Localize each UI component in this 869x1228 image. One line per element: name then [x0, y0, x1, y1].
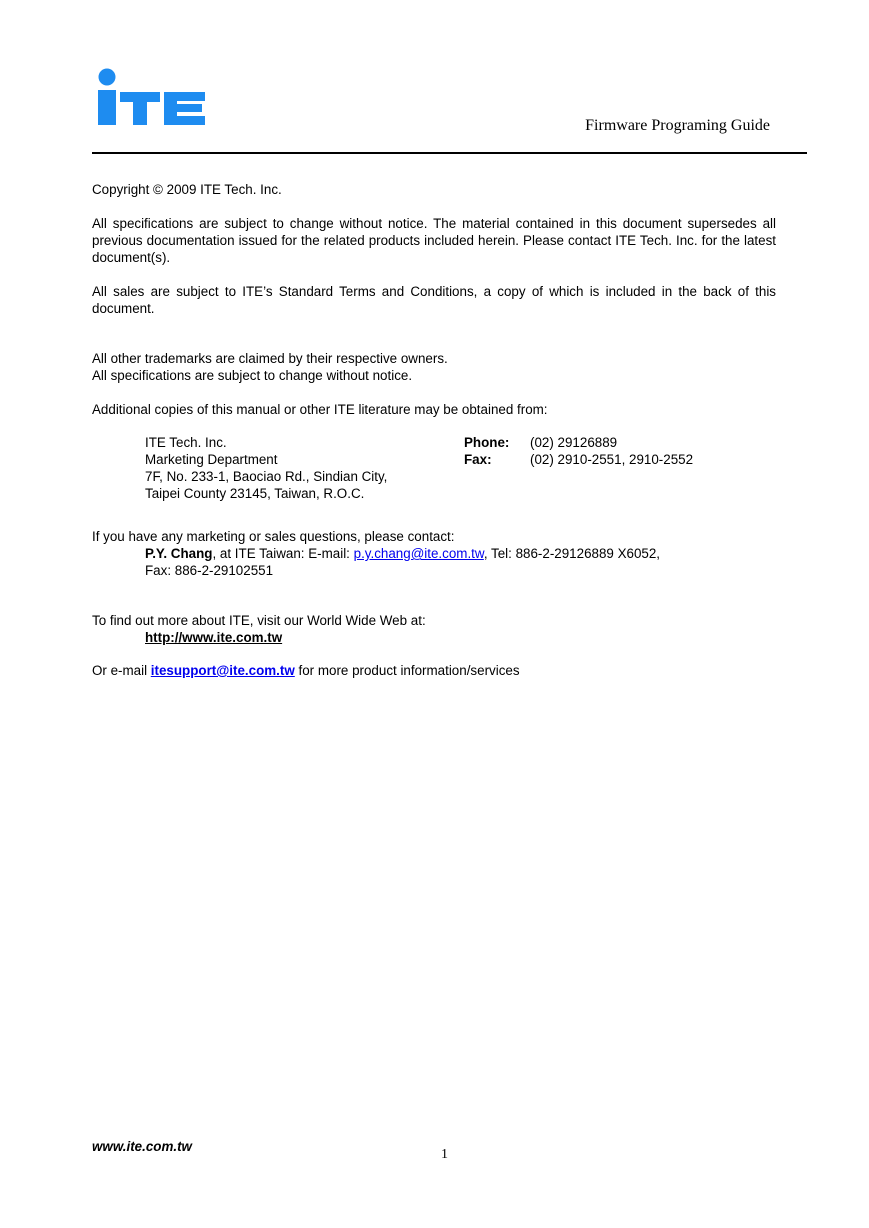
contact-tel-text: , Tel: 886-2-29126889 X6052,	[483, 546, 661, 561]
copyright-line: Copyright © 2009 ITE Tech. Inc.	[92, 182, 282, 197]
web-intro: To find out more about ITE, visit our World Wide Web at:	[92, 613, 426, 628]
contact-fax: Fax: 886-2-29102551	[145, 563, 274, 578]
document-title: Firmware Programing Guide	[585, 117, 770, 134]
sales-terms-paragraph: All sales are subject to ITE’s Standard Terms and Conditions, a copy of which is included in the back of this document.	[92, 284, 776, 316]
web-url-line	[145, 629, 282, 646]
ite-logo	[96, 68, 206, 126]
page-number: 1	[441, 1147, 448, 1162]
support-email-link[interactable]: itesupport@ite.com.tw	[150, 663, 295, 678]
footer-website: www.ite.com.tw	[92, 1139, 192, 1154]
copies-intro: Additional copies of this manual or other ITE literature may be obtained from:	[92, 402, 548, 417]
contact-line	[145, 545, 660, 562]
trademarks-line: All other trademarks are claimed by their respective owners.	[92, 351, 448, 366]
address-street: 7F, No. 233-1, Baociao Rd., Sindian City,	[145, 469, 388, 484]
fax-value: (02) 2910-2551, 2910-2552	[530, 452, 694, 467]
address-block	[145, 434, 387, 502]
contact-intro: If you have any marketing or sales questions, please contact:	[92, 529, 455, 544]
spec-notice-paragraph: All specifications are subject to change without notice. The material contained in this document supersedes all previous documentation issued for the related products included herein. Please contact ITE Tech. Inc. for the latest document(s).	[92, 216, 776, 265]
address-city: Taipei County 23145, Taiwan, R.O.C.	[145, 486, 365, 501]
support-suffix: for more product information/services	[294, 663, 520, 678]
support-line	[92, 662, 520, 679]
specs-change-line: All specifications are subject to change without notice.	[92, 368, 413, 383]
contact-name: P.Y. Chang	[145, 546, 213, 561]
contact-at-text: , at ITE Taiwan: E-mail:	[212, 546, 354, 561]
fax-label: Fax:	[464, 452, 492, 467]
address-company: ITE Tech. Inc.	[145, 435, 227, 450]
website-link[interactable]: http://www.ite.com.tw	[145, 630, 283, 645]
phone-value: (02) 29126889	[530, 435, 618, 450]
header-rule	[92, 152, 807, 154]
address-department: Marketing Department	[145, 452, 278, 467]
contact-email-link[interactable]: p.y.chang@ite.com.tw	[353, 546, 484, 561]
support-prefix: Or e-mail	[92, 663, 151, 678]
phone-label: Phone:	[464, 435, 510, 450]
